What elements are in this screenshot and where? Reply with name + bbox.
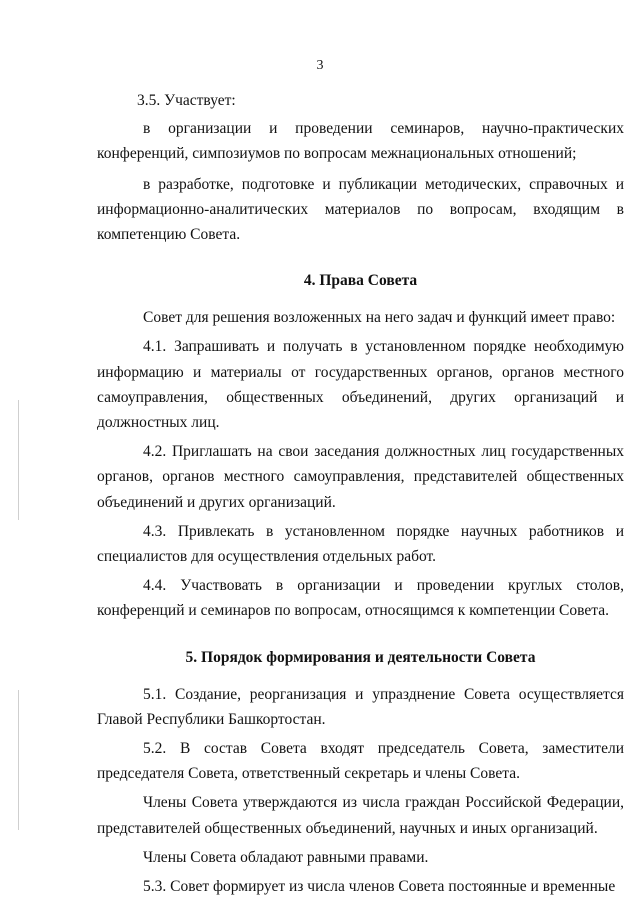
clause-5-3: 5.3. Совет формирует из числа членов Совета постоянные и временные (143, 878, 616, 896)
scan-artifact-line (18, 690, 19, 830)
clause-3-5-publications: в разработке, подготовке и публикации методических, справочных и информационно-аналитических материалов по вопросам, входящим в компетенцию Совета. (97, 175, 624, 244)
clause-4-2: 4.2. Приглашать на свои заседания должностных лиц государственных органов, органов местного самоуправления, представителей общественных объединений и других организаций. (97, 443, 624, 511)
clause-4-1: 4.1. Запрашивать и получать в установленном порядке необходимую информацию и материалы от государственных органов, органов местного самоуправления, общественных объединений, других организаций и должностных лиц. (97, 338, 624, 432)
clause-5-1: 5.1. Создание, реорганизация и упразднение Совета осуществляется Главой Республики Башкортостан. (97, 685, 624, 728)
clause-4-4: 4.4. Участвовать в организации и проведении круглых столов, конференций и семинаров по вопросам, относящимся к компетенции Совета. (97, 577, 624, 620)
document-body (97, 84, 624, 899)
section-5-title: 5. Порядок формирования и деятельности Совета (185, 648, 536, 666)
paragraph-members-approval: Члены Совета утверждаются из числа граждан Российской Федерации, представителей общественных объединений, научных и иных организаций. (97, 794, 624, 837)
paragraph-equal-rights: Члены Совета обладают равными правами. (143, 848, 429, 866)
clause-5-2: 5.2. В состав Совета входят председатель Совета, заместители председателя Совета, ответственный секретарь и члены Совета. (97, 740, 624, 783)
clause-3-5-seminars: в организации и проведении семинаров, научно-практических конференций, симпозиумов по вопросам межнациональных отношений; (97, 120, 624, 163)
clause-4-3: 4.3. Привлекать в установленном порядке научных работников и специалистов для осуществления отдельных работ. (97, 522, 624, 566)
page-number: 3 (316, 58, 324, 73)
clause-3-5: 3.5. Участвует: (137, 92, 236, 109)
section-4-title: 4. Права Совета (303, 272, 418, 290)
section-4-intro: Совет для решения возложенных на него задач и функций имеет право: (143, 309, 616, 327)
scan-artifact-line (18, 400, 19, 520)
